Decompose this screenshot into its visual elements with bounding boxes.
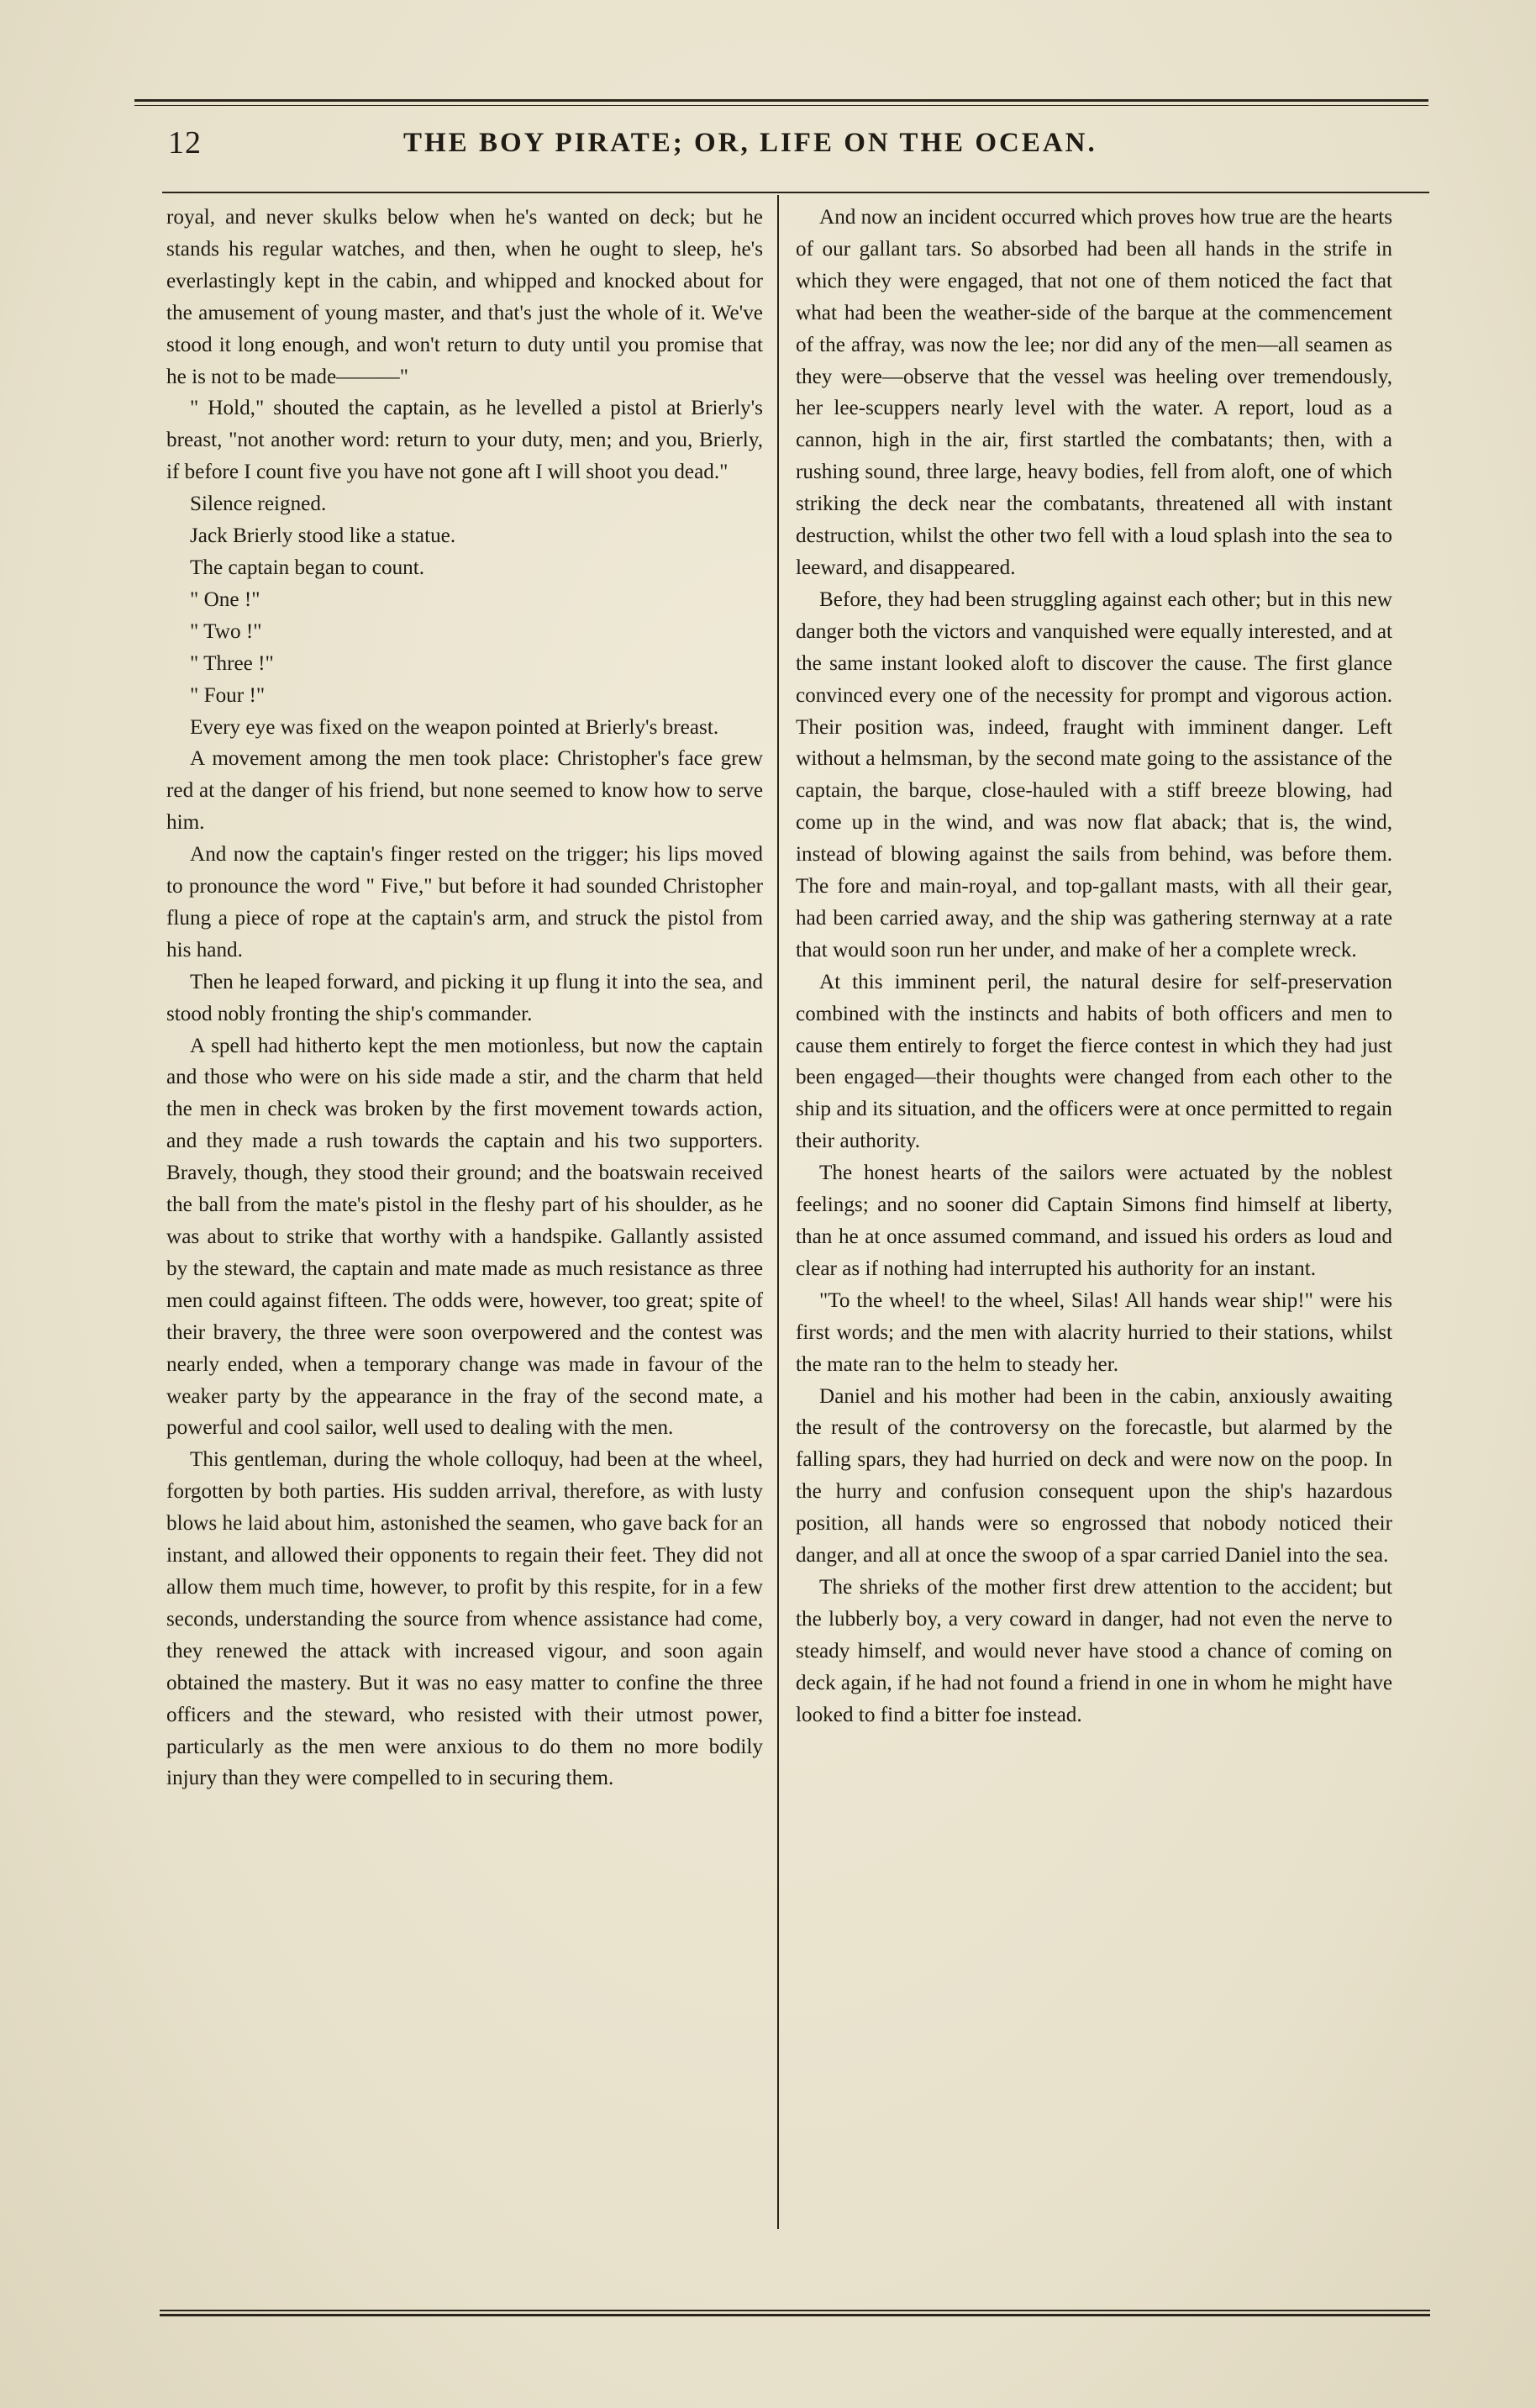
paragraph: The shrieks of the mother first drew attention to the accident; but the lubberly boy, a very coward in danger, had not even the nerve to steady himself, and would never have stood a chance of coming on deck again, if he had not found a friend in one in whom he might have looked to find a bitter foe instead.	[796, 1575, 1392, 1726]
paragraph: A spell had hitherto kept the men motionless, but now the captain and those who were on his side made a stir, and the charm that held the men in check was broken by the first movement towards action, and they made a rush towards the captain and his two supporters. Bravely, though, they stood their ground; and the boatswain received the ball from the mate's pistol in the fleshy part of his shoulder, as he was about to strike that worthy with a handspike. Gallantly assisted by the steward, the captain and mate made as much resistance as three men could against fifteen. The odds were, however, too great; spite of their bravery, the three were soon overpowered and the contest was nearly ended, when a temporary change was made in favour of the weaker party by the appearance in the fray of the second mate, a powerful and cool sailor, well used to dealing with the men.	[166, 1034, 763, 1440]
paragraph: "To the wheel! to the wheel, Silas! All hands wear ship!" were his first words; and the men with alacrity hurried to their stations, whilst the mate ran to the helm to steady her.	[796, 1288, 1392, 1376]
paragraph: And now an incident occurred which proves how true are the hearts of our gallant tars. So absorbed had been all hands in the strife in which they were engaged, that not one of them noticed the fact that what had been the weather-side of the barque at the commencement of the affray, was now the lee; nor did any of the men—all seamen as they were—observe that the vessel was heeling over tremendously, her lee-scuppers nearly level with the water. A report, loud as a cannon, high in the air, first startled the combatants; then, with a rushing sound, three large, heavy bodies, fell from aloft, one of which striking the deck near the combatants, threatened all with instant destruction, whilst the other two fell with a loud splash into the sea to leeward, and disappeared.	[796, 206, 1392, 579]
paragraph: This gentleman, during the whole colloquy, had been at the wheel, forgotten by both parties. His sudden arrival, therefore, as with lusty blows he laid about him, astonished the seamen, who gave back for an instant, and allowed their opponents to regain their feet. They did not allow them much time, however, to profit by this respite, for in a few seconds, understanding the source from whence assistance had come, they renewed the attack with increased vigour, and soon again obtained the mastery. But it was no easy matter to confine the three officers and the steward, who resisted with their utmost power, particularly as the men were anxious to do them no more bodily injury than they were compelled to in securing them.	[166, 1448, 763, 1790]
paragraph: Before, they had been struggling against each other; but in this new danger both the victors and vanquished were equally interested, and at the same instant looked aloft to discover the cause. The first glance convinced every one of the necessity for prompt and vigorous action. Their position was, indeed, fraught with imminent danger. Left without a helmsman, by the second mate going to the assistance of the captain, the barque, close-hauled with a stiff breeze blowing, had come up in the wind, and was now flat aback; that is, the wind, instead of blowing against the sails from behind, was before them. The fore and main-royal, and top-gallant masts, with all their gear, had been carried away, and the ship was gathering sternway at a rate that would soon run her under, and make of her a complete wreck.	[796, 588, 1392, 962]
paragraph: Jack Brierly stood like a statue.	[190, 524, 456, 548]
paragraph: Every eye was fixed on the weapon pointed at Brierly's breast.	[190, 715, 719, 739]
column-divider	[777, 195, 779, 2229]
page-number: 12	[168, 125, 202, 161]
header-rule	[162, 192, 1429, 193]
left-column	[166, 202, 763, 1794]
paragraph: " Hold," shouted the captain, as he levelled a pistol at Brierly's breast, "not another word: return to your duty, men; and you, Brierly, if before I count five you have not gone aft I will shoot you dead."	[166, 397, 763, 484]
paragraph: The honest hearts of the sailors were actuated by the noblest feelings; and no sooner did Captain Simons find himself at liberty, than he at once assumed command, and issued his orders as loud and clear as if nothing had interrupted his authority for an instant.	[796, 1162, 1392, 1280]
paragraph: Then he leaped forward, and picking it up flung it into the sea, and stood nobly fronting the ship's commander.	[166, 970, 763, 1025]
paragraph: And now the captain's finger rested on the trigger; his lips moved to pronounce the word " Five," but before it had sounded Christopher flung a piece of rope at the captain's arm, and struck the pistol from his hand.	[166, 843, 763, 962]
paragraph: " Four !"	[190, 683, 266, 707]
running-title: THE BOY PIRATE; OR, LIFE ON THE OCEAN.	[403, 128, 1097, 158]
paragraph: Silence reigned.	[190, 493, 327, 516]
paragraph: " Three !"	[190, 651, 274, 675]
page-header	[168, 124, 1428, 175]
paragraph: At this imminent peril, the natural desire for self-preservation combined with the instincts and habits of both officers and men to cause them entirely to forget the fierce contest in which they had just been engaged—their thoughts were changed from each other to the ship and its situation, and the officers were at once permitted to regain their authority.	[796, 970, 1392, 1153]
paragraph: royal, and never skulks below when he's wanted on deck; but he stands his regular watches, and then, when he ought to sleep, he's everlastingly kept in the cabin, and whipped and knocked about for the amusement of young master, and that's just the whole of it. We've stood it long enough, and won't return to duty until you promise that he is not to be made———"	[166, 206, 763, 388]
bottom-rule	[160, 2310, 1430, 2316]
paragraph: " One !"	[190, 588, 260, 611]
paragraph: A movement among the men took place: Christopher's face grew red at the danger of his friend, but none seemed to know how to serve him.	[166, 747, 763, 835]
right-column	[796, 202, 1392, 1731]
top-rule	[134, 99, 1428, 106]
paragraph: Daniel and his mother had been in the cabin, anxiously awaiting the result of the controversy on the forecastle, but alarmed by the falling spars, they had hurried on deck and were now on the poop. In the hurry and confusion consequent upon the ship's hazardous position, all hands were so engrossed that nobody noticed their danger, and all at once the swoop of a spar carried Daniel into the sea.	[796, 1384, 1392, 1568]
paragraph: " Two !"	[190, 619, 262, 643]
paragraph: The captain began to count.	[190, 556, 425, 579]
